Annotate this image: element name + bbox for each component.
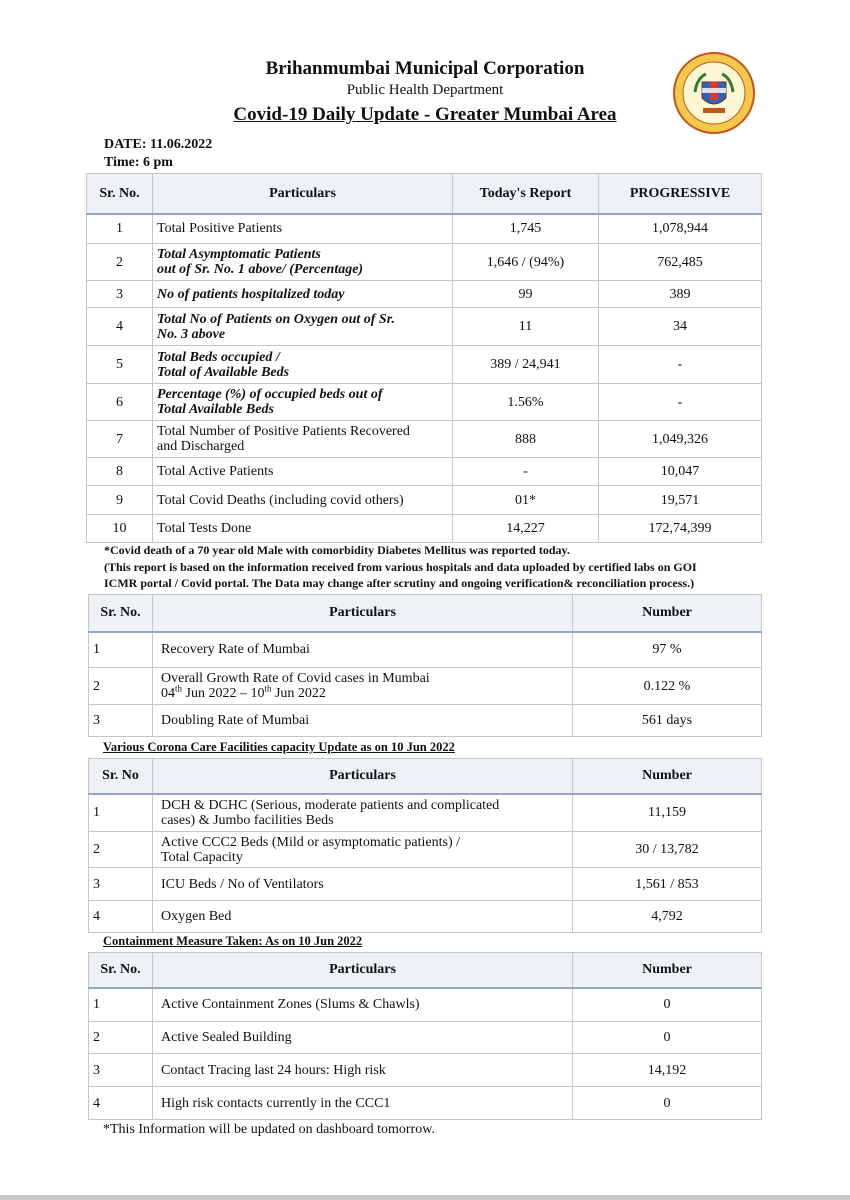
sr-cell: 3 <box>89 705 153 737</box>
col-header-particulars: Particulars <box>153 595 573 632</box>
table-row <box>89 901 762 933</box>
table-row <box>87 214 762 244</box>
table-row <box>87 515 762 543</box>
number-cell: 14,192 <box>573 1054 762 1087</box>
table-row <box>87 421 762 458</box>
sr-cell: 2 <box>89 1022 153 1054</box>
particular-cell: Active Containment Zones (Slums & Chawls) <box>153 988 573 1022</box>
number-cell: 30 / 13,782 <box>573 832 762 868</box>
table-row <box>89 868 762 901</box>
table-row <box>89 668 762 705</box>
sr-cell: 3 <box>87 281 153 308</box>
particular-line: Total Asymptomatic Patients <box>157 247 321 262</box>
progressive-cell: 389 <box>599 281 762 308</box>
number-cell: 561 days <box>573 705 762 737</box>
today-cell: 1,745 <box>453 214 599 244</box>
table-row <box>89 988 762 1022</box>
progressive-cell: 172,74,399 <box>599 515 762 543</box>
particular-cell <box>153 244 453 281</box>
col-header-number: Number <box>573 759 762 794</box>
number-cell: 11,159 <box>573 794 762 832</box>
particular-cell <box>153 832 573 868</box>
table-header-row <box>87 174 762 214</box>
today-cell: 888 <box>453 421 599 458</box>
col-header-sr: Sr. No. <box>87 174 153 214</box>
sr-cell: 3 <box>89 868 153 901</box>
sr-cell: 7 <box>87 421 153 458</box>
table-row <box>87 244 762 281</box>
particular-line: Percentage (%) of occupied beds out of <box>157 387 383 402</box>
col-header-number: Number <box>573 595 762 632</box>
sr-cell: 1 <box>89 988 153 1022</box>
particular-line: DCH & DCHC (Serious, moderate patients and complicated <box>161 797 500 813</box>
today-cell: 1,646 / (94%) <box>453 244 599 281</box>
number-cell: 0 <box>573 988 762 1022</box>
section-containment-title: Containment Measure Taken: As on 10 Jun 2022 <box>103 934 363 948</box>
sr-cell: 2 <box>89 668 153 705</box>
today-cell: 11 <box>453 308 599 346</box>
progressive-cell: 1,078,944 <box>599 214 762 244</box>
table-row <box>89 705 762 737</box>
sr-cell: 1 <box>87 214 153 244</box>
date-suffix: th <box>175 683 183 694</box>
particular-cell <box>153 794 573 832</box>
col-header-today: Today's Report <box>453 174 599 214</box>
sr-cell: 8 <box>87 458 153 486</box>
number-cell: 0 <box>573 1087 762 1120</box>
particular-line: Overall Growth Rate of Covid cases in Mumbai <box>161 671 430 686</box>
progressive-cell: 34 <box>599 308 762 346</box>
sr-cell: 9 <box>87 486 153 515</box>
footer-note: *This Information will be updated on dashboard tomorrow. <box>103 1122 435 1137</box>
rates-table <box>88 594 762 737</box>
date-suffix: th <box>264 683 272 694</box>
particular-line: Active CCC2 Beds (Mild or asymptomatic patients) / <box>161 834 461 850</box>
sr-cell: 4 <box>89 1087 153 1120</box>
sr-cell: 5 <box>87 346 153 384</box>
particular-line: cases) & Jumbo facilities Beds <box>161 812 334 828</box>
particular-cell: Total Positive Patients <box>153 214 453 244</box>
table-row <box>87 384 762 421</box>
particular-cell: Active Sealed Building <box>153 1022 573 1054</box>
sr-cell: 3 <box>89 1054 153 1087</box>
particular-line: and Discharged <box>157 439 245 454</box>
number-cell: 0.122 % <box>573 668 762 705</box>
sr-cell: 4 <box>87 308 153 346</box>
sr-cell: 6 <box>87 384 153 421</box>
number-cell: 0 <box>573 1022 762 1054</box>
daily-report-table <box>86 173 762 543</box>
table-header-row <box>89 759 762 794</box>
particular-cell: Contact Tracing last 24 hours: High risk <box>153 1054 573 1087</box>
organization-name: Brihanmumbai Municipal Corporation <box>265 58 585 79</box>
number-cell: 1,561 / 853 <box>573 868 762 901</box>
department-name: Public Health Department <box>346 82 504 98</box>
particular-cell: No of patients hospitalized today <box>153 281 453 308</box>
table-row <box>89 632 762 668</box>
table-header-row <box>89 953 762 988</box>
progressive-cell: - <box>599 346 762 384</box>
sr-cell: 1 <box>89 632 153 668</box>
report-title: Covid-19 Daily Update - Greater Mumbai Area <box>233 104 617 125</box>
particular-line: Total No of Patients on Oxygen out of Sr. <box>157 311 395 327</box>
particular-line: No. 3 above <box>157 326 226 342</box>
particular-cell: ICU Beds / No of Ventilators <box>153 868 573 901</box>
col-header-sr: Sr. No. <box>89 953 153 988</box>
particular-cell <box>153 421 453 458</box>
today-cell: 99 <box>453 281 599 308</box>
today-cell: 14,227 <box>453 515 599 543</box>
number-cell: 97 % <box>573 632 762 668</box>
particular-cell: Doubling Rate of Mumbai <box>153 705 573 737</box>
section-facilities-title: Various Corona Care Facilities capacity Update as on 10 Jun 2022 <box>103 740 455 754</box>
progressive-cell: 1,049,326 <box>599 421 762 458</box>
sr-cell: 1 <box>89 794 153 832</box>
sr-cell: 4 <box>89 901 153 933</box>
today-cell: 01* <box>453 486 599 515</box>
facilities-table <box>88 758 762 933</box>
col-header-particulars: Particulars <box>153 174 453 214</box>
table-row <box>87 486 762 515</box>
particular-line: Total Number of Positive Patients Recovered <box>157 424 410 439</box>
particular-cell: Total Covid Deaths (including covid others) <box>153 486 453 515</box>
particular-line: Total Beds occupied / <box>157 349 280 365</box>
particular-cell: Total Active Patients <box>153 458 453 486</box>
particular-line: Total of Available Beds <box>157 364 290 380</box>
progressive-cell: 19,571 <box>599 486 762 515</box>
particular-cell <box>153 384 453 421</box>
sr-cell: 2 <box>89 832 153 868</box>
particular-cell <box>153 308 453 346</box>
progressive-cell: 762,485 <box>599 244 762 281</box>
progressive-cell: - <box>599 384 762 421</box>
col-header-sr: Sr. No <box>89 759 153 794</box>
date-part: 04 <box>161 686 175 701</box>
containment-table <box>88 952 762 1120</box>
sr-cell: 10 <box>87 515 153 543</box>
today-cell: 389 / 24,941 <box>453 346 599 384</box>
col-header-sr: Sr. No. <box>89 595 153 632</box>
table-row <box>89 1054 762 1087</box>
death-note: *Covid death of a 70 year old Male with comorbidity Diabetes Mellitus was reported today. <box>104 543 570 557</box>
col-header-number: Number <box>573 953 762 988</box>
col-header-progressive: PROGRESSIVE <box>599 174 762 214</box>
table-row <box>87 281 762 308</box>
particular-cell <box>153 346 453 384</box>
particular-cell: Oxygen Bed <box>153 901 573 933</box>
table-row <box>89 794 762 832</box>
col-header-particulars: Particulars <box>153 953 573 988</box>
col-header-particulars: Particulars <box>153 759 573 794</box>
particular-line: Total Capacity <box>161 849 243 865</box>
bmc-seal-icon <box>673 52 755 134</box>
particular-cell: High risk contacts currently in the CCC1 <box>153 1087 573 1120</box>
date-part: Jun 2022 <box>271 686 326 701</box>
table-row <box>89 1087 762 1120</box>
table-row <box>87 458 762 486</box>
table-header-row <box>89 595 762 632</box>
table-row <box>87 308 762 346</box>
report-date: DATE: 11.06.2022 <box>104 137 213 152</box>
report-time: Time: 6 pm <box>104 155 173 170</box>
today-cell: 1.56% <box>453 384 599 421</box>
page-bottom-edge <box>0 1195 850 1200</box>
report-disclaimer-line2: ICMR portal / Covid portal. The Data may change after scrutiny and ongoing verification& reconciliation process.) <box>104 576 695 590</box>
sr-cell: 2 <box>87 244 153 281</box>
particular-cell: Total Tests Done <box>153 515 453 543</box>
date-range <box>161 683 568 701</box>
particular-cell: Recovery Rate of Mumbai <box>153 632 573 668</box>
particular-line: out of Sr. No. 1 above/ (Percentage) <box>157 262 364 277</box>
progressive-cell: 10,047 <box>599 458 762 486</box>
today-cell: - <box>453 458 599 486</box>
number-cell: 4,792 <box>573 901 762 933</box>
particular-line: Total Available Beds <box>157 402 274 417</box>
table-row <box>87 346 762 384</box>
table-row <box>89 1022 762 1054</box>
particular-cell <box>153 668 573 705</box>
report-disclaimer-line1: (This report is based on the information received from various hospitals and data uploaded by certified labs on GOI <box>104 560 697 574</box>
table-row <box>89 832 762 868</box>
date-part: Jun 2022 – 10 <box>182 686 265 701</box>
